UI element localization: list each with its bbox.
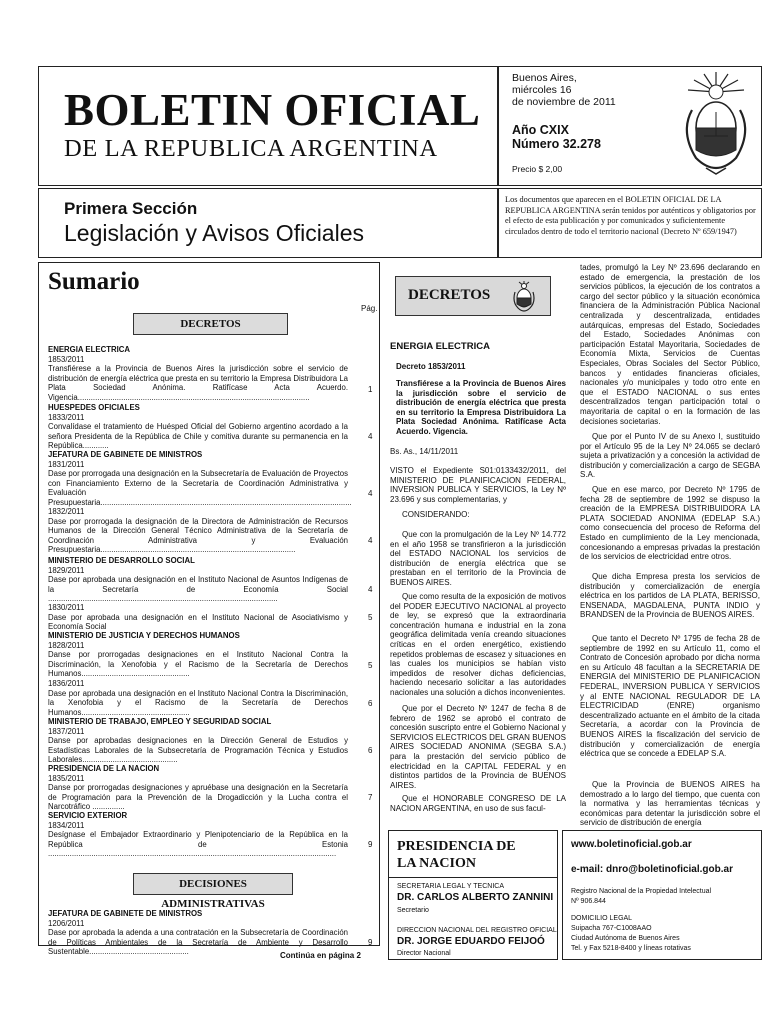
decree-paragraph: Que por el Decreto Nº 1247 de fecha 8 de febrero de 1962 se aprobó el contrato de concesión suscripto entre el Gobierno Nacional y SERVICIOS ELECTRICOS DEL GRAN BUENOS AIRES SOCIEDAD ANONIMA (SEGBA S.A.) para la prestación del servicio público de electricidad en la CAPITAL FEDERAL y en distintos partidos de la Provincia de BUENOS AIRES. — [390, 704, 566, 790]
presidencia-box — [388, 830, 558, 960]
newspaper-title: BOLETIN OFICIAL — [64, 85, 481, 135]
domicilio-label: DOMICILIO LEGAL — [571, 915, 633, 922]
entry-heading: SERVICIO EXTERIOR — [48, 811, 128, 820]
entry-number: 1833/2011 — [48, 412, 85, 422]
phone: Tel. y Fax 5218-8400 y líneas rotativas — [571, 945, 691, 952]
secretary-name: DR. CARLOS ALBERTO ZANNINI — [397, 892, 554, 903]
registro-number: Nº 906.844 — [571, 898, 606, 905]
entry-number: 1853/2011 — [48, 354, 85, 364]
entry-page: 5 — [368, 613, 373, 622]
entry-heading: JEFATURA DE GABINETE DE MINISTROS — [48, 450, 203, 459]
sumario-entry[interactable] — [48, 603, 348, 632]
issue-number: Número 32.278 — [512, 137, 601, 151]
year-label: Año CXIX — [512, 123, 569, 137]
sumario-heading: Sumario — [48, 268, 140, 295]
sumario-entry[interactable] — [48, 507, 348, 555]
entry-number: 1834/2011 — [48, 820, 85, 830]
entry-heading: HUESPEDES OFICIALES — [48, 403, 140, 412]
registro-label: Registro Nacional de la Propiedad Intelectual — [571, 888, 712, 895]
entry-page: 4 — [368, 585, 373, 594]
sumario-entry[interactable] — [48, 556, 348, 604]
entry-number: 1829/2011 — [48, 565, 85, 575]
entry-number: 1831/2011 — [48, 459, 85, 469]
entry-number: 1830/2011 — [48, 603, 85, 612]
entry-text: Dase por aprobada una designación en el Instituto Nacional de Asuntos Indígenas de la Secretaría de Economía Social .......................................................................................................... — [48, 575, 348, 604]
entry-page: 9 — [368, 938, 373, 947]
entry-text: Dase por aprobada una designación en el Instituto Nacional Contra la Discriminación, la Xenofobia y el Racismo de la Secretaría de Derechos Humanos.................................................. — [48, 688, 348, 717]
entry-page: 6 — [368, 699, 373, 708]
website-link[interactable]: www.boletinoficial.gob.ar — [571, 839, 692, 850]
price: Precio $ 2,00 — [512, 164, 563, 174]
sumario-entry[interactable] — [48, 631, 348, 679]
sumario-entry[interactable] — [48, 764, 348, 812]
entry-text: Danse por aprobadas designaciones en la Dirección General de Estudios y Estadísticas Laborales de la Subsecretaría de Programación Técnica y Estudios Laborales............................................ — [48, 736, 348, 765]
entry-heading: MINISTERIO DE JUSTICIA Y DERECHOS HUMANOS — [48, 631, 240, 640]
entry-number: 1206/2011 — [48, 918, 85, 928]
decree-paragraph: Que por el Punto IV de su Anexo I, sustituido por el Artículo 95 de la Ley Nº 24.065 se declaró sujeta a privatización y a concesión la actividad de distribución y comercialización a cargo de SEGBA S.A. — [580, 432, 760, 480]
entry-heading: PRESIDENCIA DE LA NACION — [48, 764, 160, 773]
entry-number: 1837/2011 — [48, 726, 85, 736]
entry-number: 1832/2011 — [48, 507, 85, 516]
entry-text: Transfiérese a la Provincia de Buenos Aires la jurisdicción sobre el servicio de distribución de energía eléctrica que presta en su territorio la Empresa Distribuidora La Plata Sociedad Anónima. Ratifícase Acta Acuerdo. Vigencia........................................................................................................... — [48, 364, 348, 402]
decree-paragraph: Que dicha Empresa presta los servicios de distribución y comercialización de energía eléctrica en los partidos de LA PLATA, BERISSO, ENSENADA, MAGDALENA, PUNTA INDIO y BRANDSEN de la Provincia de BUENOS AIRES. — [580, 572, 760, 620]
sumario-entry[interactable] — [48, 450, 352, 508]
sumario-entry[interactable] — [48, 717, 348, 765]
entry-heading: JEFATURA DE GABINETE DE MINISTROS — [48, 909, 203, 918]
entry-page: 4 — [368, 432, 373, 441]
decree-paragraph: Que la Provincia de BUENOS AIRES ha demostrado a lo largo del tiempo, que cuenta con la normativa y las herramientas técnicas y económicas para detentar la jurisdicción sobre el servicio de distribución de energía — [580, 780, 760, 828]
section-title: Primera Sección — [64, 199, 198, 218]
decree-paragraph: Que como resulta de la exposición de motivos del PODER EJECUTIVO NACIONAL al proyecto de ley, se expresó que la extraordinaria concentración humana e industrial en la zona geográfica delimitada venía creando situaciones críticas en el orden energético, existiendo repetidos problemas de escasez y situaciones en las cuales los municipios se habían visto impedidos de resolver dichas deficiencias, haciendo necesario solicitar a las autoridades nacionales una solución a dichos inconvenientes. — [390, 592, 566, 697]
entry-number: 1835/2011 — [48, 773, 85, 783]
entry-page: 4 — [368, 536, 373, 545]
legal-notice: Los documentos que aparecen en el BOLETIN OFICIAL DE LA REPUBLICA ARGENTINA serán tenidos por auténticos y obligatorios por el efecto de esta publicación y por comunicados y suficientemente circulados dentro de todo el territorio nacional (Decreto Nº 659/1947) — [505, 195, 756, 236]
decree-number: Decreto 1853/2011 — [396, 362, 466, 371]
entry-heading: ENERGIA ELECTRICA — [48, 345, 131, 354]
decree-considerando: CONSIDERANDO: — [402, 510, 470, 519]
address-city: Ciudad Autónoma de Buenos Aires — [571, 935, 680, 942]
director-role: Director Nacional — [397, 950, 451, 957]
decree-visto: VISTO el Expediente S01:0133432/2011, del MINISTERIO DE PLANIFICACION FEDERAL, INVERSION PUBLICA Y SERVICIOS, la Ley Nº 23.696 y sus complementarias, y — [390, 466, 566, 504]
weekday: miércoles 16 — [512, 84, 572, 96]
presidencia-title: PRESIDENCIA DE — [397, 839, 516, 854]
decree-summary: Transfiérese a la Provincia de Buenos Aires la jurisdicción sobre el servicio de distribución de energía eléctrica que presta en su territorio la Empresa Distribuidora La Plata Sociedad Anónima. Ratifícase Acta Acuerdo. Vigencia. — [396, 379, 566, 436]
decretos-banner-label: DECRETOS — [408, 287, 491, 303]
entry-number: 1836/2011 — [48, 679, 85, 688]
decretos-banner — [395, 276, 551, 316]
entry-text: Convalídase el tratamiento de Huésped Oficial del Gobierno argentino acordado a la señora Presidenta de la República de Chile y comitiva durante su permanencia en la República............ — [48, 422, 348, 451]
entry-page: 9 — [368, 840, 373, 849]
entry-text: Dase por aprobada la adenda a una contratación en la Subsecretaría de Coordinación de Políticas Ambientales de la Secretaría de Ambiente y Desarrollo Sustentable.............................................. — [48, 928, 348, 957]
direccion-label: DIRECCION NACIONAL DEL REGISTRO OFICIAL — [397, 927, 557, 934]
decree-paragraph: tades, promulgó la Ley Nº 23.696 declarando en estado de emergencia, la prestación de los servicios públicos, la ejecución de los contratos a cargo del sector público y la situación económica financiera de la Administración Pública Nacional centralizada y descentralizada, entidades autárquicas, empresas del Estado, Sociedades del Estado, Sociedades Anónimas con participación Estatal Mayoritaria, Sociedades de Economía Mixta, Servicios de Cuentas Especiales, Obras Sociales del Sector Público, bancos y entidades financieras oficiales, nacionales y/o municipales y todo otro ente en que el ESTADO NACIONAL o sus entes descentralizados tengan participación total o mayoritaria de capital o en la formación de las decisiones societarias. — [580, 263, 760, 426]
director-name: DR. JORGE EDUARDO FEIJOÓ — [397, 936, 545, 947]
page-column-label: Pág. — [361, 304, 378, 313]
sumario-entry[interactable] — [48, 811, 348, 859]
sumario-entry[interactable] — [48, 403, 348, 451]
secretaria-label: SECRETARIA LEGAL Y TECNICA — [397, 883, 504, 890]
sumario-decretos-label: DECRETOS — [133, 313, 288, 335]
email-link[interactable]: e-mail: dnro@boletinoficial.gob.ar — [571, 864, 733, 875]
newspaper-subtitle: DE LA REPUBLICA ARGENTINA — [64, 135, 438, 162]
entry-number: 1828/2011 — [48, 640, 85, 650]
entry-heading: MINISTERIO DE DESARROLLO SOCIAL — [48, 556, 195, 565]
presidencia-title-2: LA NACION — [397, 856, 476, 871]
entry-text: Dase por prorrogada una designación en la Subsecretaría de Evaluación de Proyectos con Financiamiento Externo de la Secretaría de Coordinación Administrativa y Evaluación Presupuestaria.................................................................................................................... — [48, 469, 352, 507]
entry-heading: MINISTERIO DE TRABAJO, EMPLEO Y SEGURIDAD SOCIAL — [48, 717, 272, 726]
entry-text: Dase por prorrogada la designación de la Directora de Administración de Recursos Humanos de la Dirección General Técnico Administrativa de la Secretaría de Coordinación Administrativa y Evaluación Presupuestaria.......................................................................................... — [48, 516, 348, 555]
sumario-entry[interactable] — [48, 345, 348, 403]
divider — [389, 877, 557, 878]
entry-page: 6 — [368, 746, 373, 755]
entry-page: 7 — [368, 793, 373, 802]
sumario-entry[interactable] — [48, 679, 348, 717]
decree-paragraph: Que con la promulgación de la Ley Nº 14.772 en el año 1958 se transfirieron a la jurisdicción del ESTADO NACIONAL los servicios de distribución de energía eléctrica que se prestaban en el territorio de la Provincia de BUENOS AIRES. — [390, 530, 566, 587]
date: de noviembre de 2011 — [512, 96, 616, 108]
address-street: Suipacha 767-C1008AAO — [571, 925, 652, 932]
coat-of-arms-icon — [676, 70, 756, 178]
continua-link[interactable]: Continúa en página 2 — [280, 951, 361, 960]
entry-text: Dase por aprobada una designación en el Instituto Nacional de Asociativismo y Economía Social — [48, 612, 348, 632]
sumario-entry[interactable] — [48, 909, 348, 957]
secretary-role: Secretario — [397, 907, 429, 914]
section-subtitle: Legislación y Avisos Oficiales — [64, 220, 364, 246]
city: Buenos Aires, — [512, 72, 577, 84]
entry-text: Desígnase el Embajador Extraordinario y Plenipotenciario de la República en la República de Estonia ..................................................................................................................................... — [48, 830, 348, 859]
decree-paragraph: Que en ese marco, por Decreto Nº 1795 de fecha 28 de septiembre de 1992 se dispuso la creación de la EMPRESA DISTRIBUIDORA LA PLATA SOCIEDAD ANONIMA (EDELAP S.A.) como consecuencia del proceso de Reforma del Estado en cumplimiento de la Ley mencionada, concesionando a empresas privadas la prestación de los servicios de electricidad entre otros. — [580, 485, 760, 562]
entry-text: Danse por prorrogadas designaciones en el Instituto Nacional Contra la Discriminación, la Xenofobia y el Racismo de la Secretaría de Derechos Humanos.................................................. — [48, 650, 348, 679]
decree-paragraph: Que tanto el Decreto Nº 1795 de fecha 28 de septiembre de 1992 en su Artículo 11, como el Contrato de Concesión aprobado por dicha norma en su Artículo 48 facultan a la SECRETARIA DE ENERGIA del MINISTERIO DE PLANIFICACION FEDERAL, INVERSION PUBLICA Y SERVICIOS y al ENTE NACIONAL REGULADOR DE LA ELECTRICIDAD (ENRE) organismo descentralizado actuante en el ámbito de la citada Secretaría, a acordar con la Provincia de BUENOS AIRES la fiscalización del servicio de distribución y comercialización de energía eléctrica que se concede a EDELAP S.A. — [580, 634, 760, 759]
sumario-decisiones-label: DECISIONES ADMINISTRATIVAS — [133, 873, 293, 895]
decree-date: Bs. As., 14/11/2011 — [390, 447, 459, 456]
entry-text: Danse por prorrogadas designaciones y apruébase una designación en la Secretaría de Programación para la Prevención de la Drogadicción y la Lucha contra el Narcotráfico ............... — [48, 783, 348, 812]
entry-page: 4 — [368, 489, 373, 498]
contact-box — [562, 830, 762, 960]
decree-paragraph: Que el HONORABLE CONGRESO DE LA NACION ARGENTINA, en uso de sus facul- — [390, 794, 566, 813]
coat-of-arms-icon — [512, 280, 536, 313]
entry-page: 1 — [368, 385, 373, 394]
decree-topic: ENERGIA ELECTRICA — [390, 341, 490, 352]
entry-page: 5 — [368, 661, 373, 670]
